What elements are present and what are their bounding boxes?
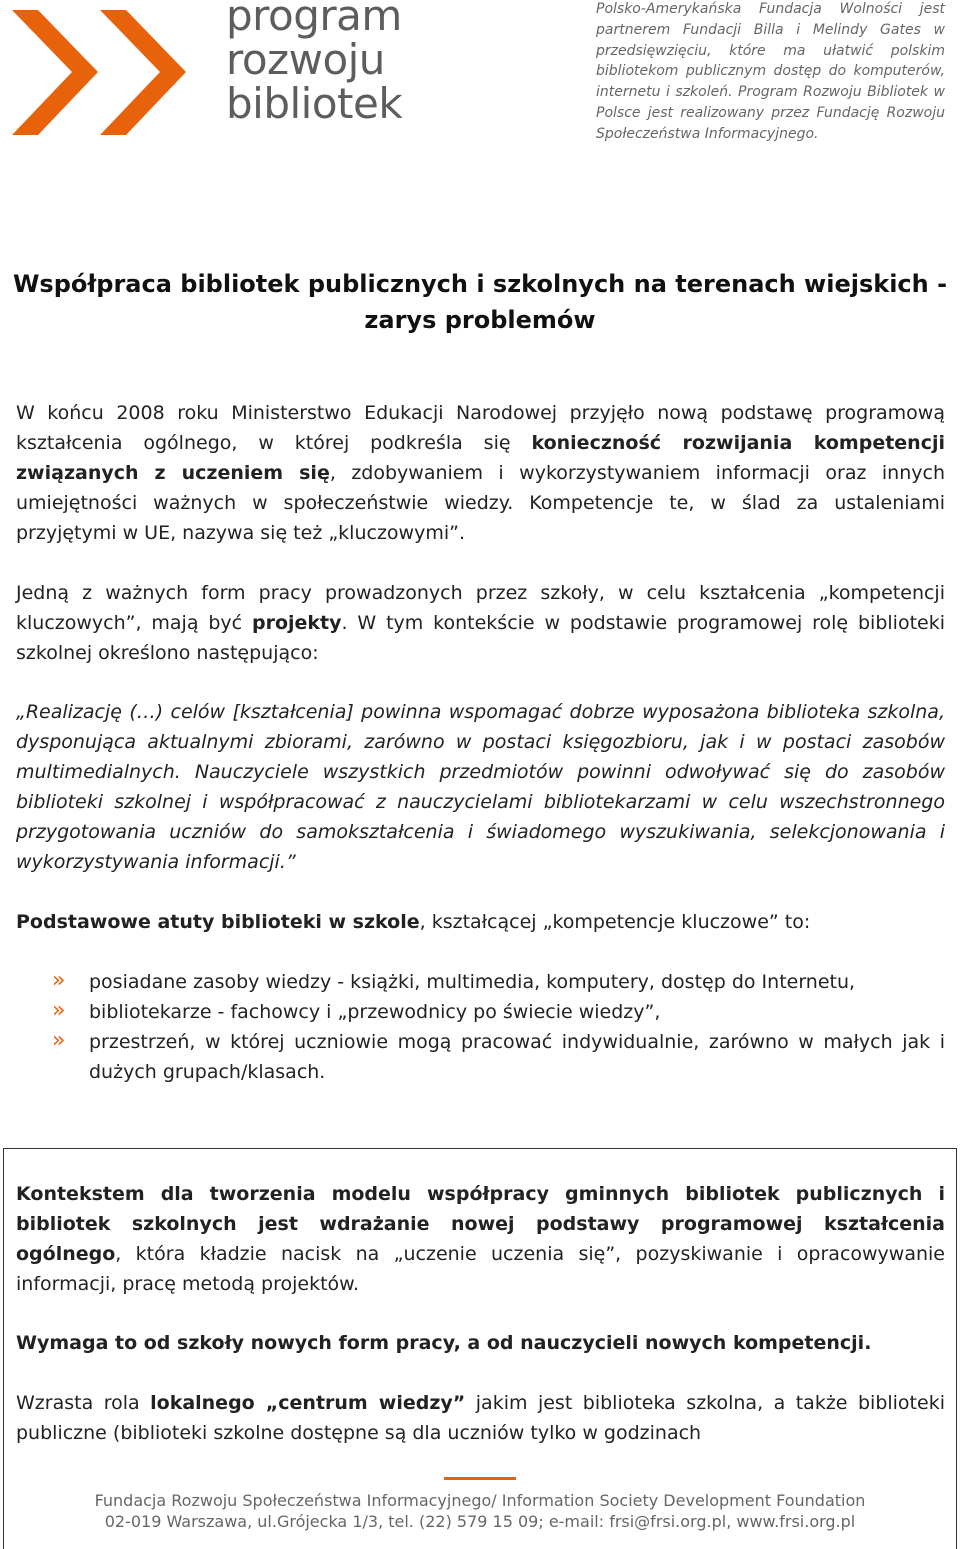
intro-paragraph [16, 398, 945, 548]
logo-wordmark [226, 0, 402, 126]
page-footer [0, 1490, 960, 1532]
curriculum-quote: „Realizację (…) celów [kształcenia] powinna wspomagać dobrze wyposażona biblioteka szkolna, dysponująca aktualnymi zbiorami, zarówno w postaci księgozbioru, jak i w postaci zasobów multimedialnych. Nauczyciele wszystkich przedmiotów powinni odwoływać się do zasobów biblioteki szkolnej i współpracować z nauczycielami bibliotekarzami w celu wszechstronnego przygotowania uczniów do samokształcenia i świadomego wyszukiwania, selekcjonowania i wykorzystywania informacji.” [16, 701, 945, 873]
header-note: Polsko-Amerykańska Fundacja Wolności jest partnerem Fundacji Billa i Melindy Gates w przedsięwzięciu, które ma ułatwić polskim bibliotekom publicznym dostęp do komputerów, internetu i szkoleń. Program Rozwoju Bibliotek w Polsce jest realizowany przez Fundację Rozwoju Społeczeństwa Informacyjnego. [596, 1, 945, 142]
document-title: Współpraca bibliotek publicznych i szkolnych na terenach wiejskich - zarys problemów [12, 270, 948, 334]
list-item-text: bibliotekarze - fachowcy i „przewodnicy po świecie wiedzy”, [89, 1001, 661, 1023]
footer-divider [444, 1477, 516, 1480]
assets-intro-text: , kształcącej „kompetencje kluczowe” to: [419, 911, 811, 933]
footer-contact: 02-019 Warszawa, ul.Grójecka 1/3, tel. (22) 579 15 09; e-mail: frsi@frsi.org.pl, www.frsi.org.pl [104, 1512, 856, 1531]
double-chevron-bullet-icon: » [52, 968, 66, 993]
projects-text-a: Jedną z ważnych form pracy prowadzonych przez szkoły, w celu kształcenia „kompetencji kluczowych”, mają być [16, 582, 945, 634]
logo-line-3: bibliotek [226, 79, 403, 128]
intro-text-a: W końcu 2008 roku Ministerstwo Edukacji Narodowej przyjęło nową podstawę programową kształcenia ogólnego, w której podkreśla się [16, 402, 945, 454]
footer-organization: Fundacja Rozwoju Społeczeństwa Informacyjnego/ Information Society Development Foundation [94, 1491, 866, 1510]
projects-text-c: . W tym kontekście w podstawie programowej rolę biblioteki szkolnej określono następująco: [16, 612, 945, 664]
intro-text-c: , zdobywaniem i wykorzystywaniem informacji oraz innych umiejętności ważnych w społeczeństwie wiedzy. Kompetencje te, w ślad za ustaleniami przyjętymi w UE, nazywa się też „kluczowymi”. [16, 462, 945, 544]
summary-context-text: , która kładzie nacisk na „uczenie uczenia się”, pozyskiwanie i opracowywanie informacji, pracę metodą projektów. [16, 1243, 945, 1295]
summary-context [16, 1179, 945, 1299]
double-chevron-bullet-icon: » [52, 998, 66, 1023]
list-item [16, 997, 945, 1027]
assets-intro-emphasis: Podstawowe atuty biblioteki w szkole [16, 911, 420, 933]
program-logo [10, 0, 410, 145]
logo-line-2: rozwoju [226, 35, 385, 84]
double-chevron-logo-icon [10, 0, 190, 145]
list-item [16, 1027, 945, 1087]
summary-context-emphasis: Kontekstem dla tworzenia modelu współpracy gminnych bibliotek publicznych i bibliotek szkolnych jest wdrażanie nowej podstawy programowej kształcenia ogólnego [16, 1183, 945, 1265]
assets-list [16, 967, 945, 1087]
list-item [16, 967, 945, 997]
page-header [0, 0, 960, 150]
double-chevron-bullet-icon: » [52, 1028, 66, 1053]
summary-role-a: Wzrasta rola [16, 1392, 151, 1414]
logo-line-1: program [226, 0, 402, 40]
assets-intro [16, 907, 945, 937]
list-item-text: posiadane zasoby wiedzy - książki, multimedia, komputery, dostęp do Internetu, [89, 971, 856, 993]
summary-role-c: jakim jest biblioteka szkolna, a także biblioteki publiczne (biblioteki szkolne dostępne są dla uczniów tylko w godzinach [16, 1392, 945, 1444]
projects-paragraph [16, 578, 945, 668]
list-item-text: przestrzeń, w której uczniowie mogą pracować indywidualnie, zarówno w małych jak i dużych grupach/klasach. [89, 1031, 945, 1083]
summary-requirement: Wymaga to od szkoły nowych form pracy, a od nauczycieli nowych kompetencji. [16, 1332, 872, 1354]
summary-role [16, 1388, 945, 1448]
projects-text-emphasis: projekty [251, 612, 342, 634]
intro-text-emphasis: konieczność rozwijania kompetencji związanych z uczeniem się [16, 432, 946, 484]
summary-role-emphasis: lokalnego „centrum wiedzy” [150, 1392, 466, 1414]
